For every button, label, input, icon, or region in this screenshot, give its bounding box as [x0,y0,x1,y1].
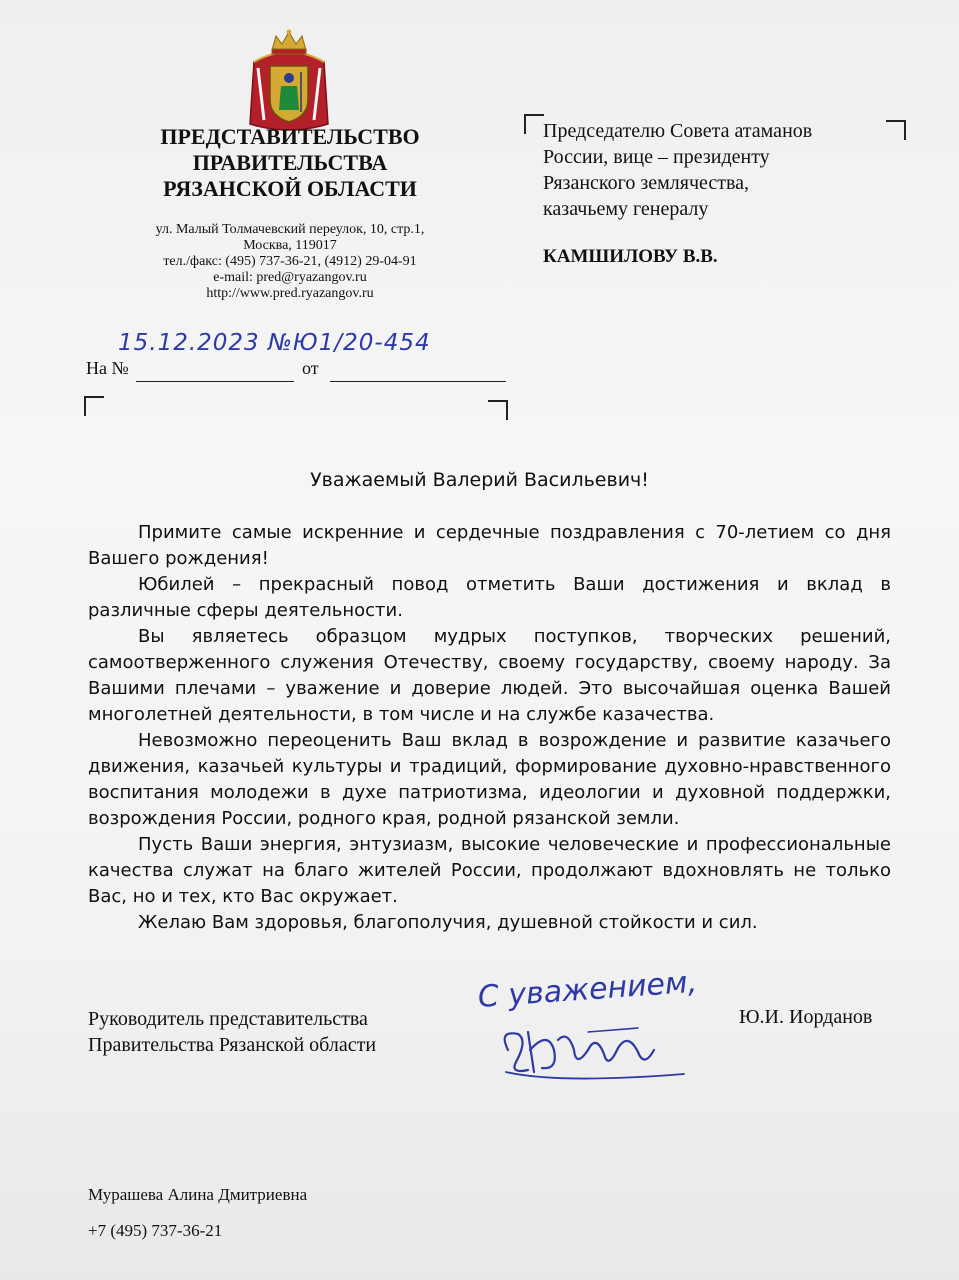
address-phone: тел./факс: (495) 737-36-21, (4912) 29-04-91 [163,254,417,269]
greeting: Уважаемый Валерий Васильевич! [310,469,649,491]
body-paragraph: Вы являетесь образцом мудрых поступков, творческих решений, самоотверженного служения Отечеству, своему государству, своему народу. За Вашими плечами – уважение и доверие людей. Это высочайшая оценка Вашей многолетней деятельности, в том числе и на службе казачества. [88,626,891,725]
address-city: Москва, 119017 [243,238,337,253]
ot-date-line [330,381,506,382]
body-paragraph: Невозможно переоценить Ваш вклад в возрождение и развитие казачьего движения, казачьей культуры и традиций, формирование духовно-нравственного воспитания молодежи в духе патриотизма, идеологии и духовной поддержки, возрождения России, родного края, родной рязанской земли. [88,730,891,829]
address-email: e-mail: pred@ryazangov.ru [213,270,367,285]
body-paragraph: Примите самые искренние и сердечные поздравления с 70-летием со дня Вашего рождения! [88,522,891,569]
signer-position [88,1006,376,1058]
position-line: Руководитель представительства [88,1008,368,1030]
ot-label: от [302,358,319,378]
ryazan-coat-of-arms-icon [246,28,332,136]
text-corner-left [84,396,104,416]
executor-name: Мурашева Алина Дмитриевна [88,1185,308,1204]
address-street: ул. Малый Толмачевский переулок, 10, стр.1, [155,222,425,237]
recipient-line: России, вице – президенту [543,146,770,168]
recipient-name: КАМШИЛОВУ В.В. [543,246,718,267]
na-number-line [136,381,294,382]
recipient-corner-right [886,120,906,140]
handwritten-registration-number: 15.12.2023 №Ю1/20-454 [118,330,431,356]
recipient-corner-left [524,114,544,134]
organization-name [110,124,470,202]
text-corner-right [488,400,508,420]
org-line: ПРАВИТЕЛЬСТВА [192,150,388,175]
recipient-block [543,118,883,270]
recipient-line: Рязанского землячества, [543,172,750,194]
org-line: РЯЗАНСКОЙ ОБЛАСТИ [163,176,417,201]
recipient-line: казачьему генералу [543,198,709,220]
executor-phone: +7 (495) 737-36-21 [88,1221,223,1240]
recipient-line: Председателю Совета атаманов [543,120,813,142]
signer-name: Ю.И. Иорданов [739,1006,873,1028]
handwritten-signature [488,1010,688,1090]
organization-address [110,222,470,302]
position-line: Правительства Рязанской области [88,1034,377,1056]
org-line: ПРЕДСТАВИТЕЛЬСТВО [160,124,420,149]
address-website: http://www.pred.ryazangov.ru [206,286,374,301]
body-paragraph: Юбилей – прекрасный повод отметить Ваши достижения и вклад в различные сферы деятельности. [88,574,891,621]
letter-body [88,520,891,936]
body-paragraph: Пусть Ваши энергия, энтузиазм, высокие человеческие и профессиональные качества служат на благо жителей России, продолжают вдохновлять не только Вас, но и тех, кто Вас окружает. [88,834,891,907]
body-paragraph: Желаю Вам здоровья, благополучия, душевной стойкости и сил. [138,912,758,933]
na-label: На № [86,358,129,378]
handwritten-closing: С уважением, [476,964,699,1015]
